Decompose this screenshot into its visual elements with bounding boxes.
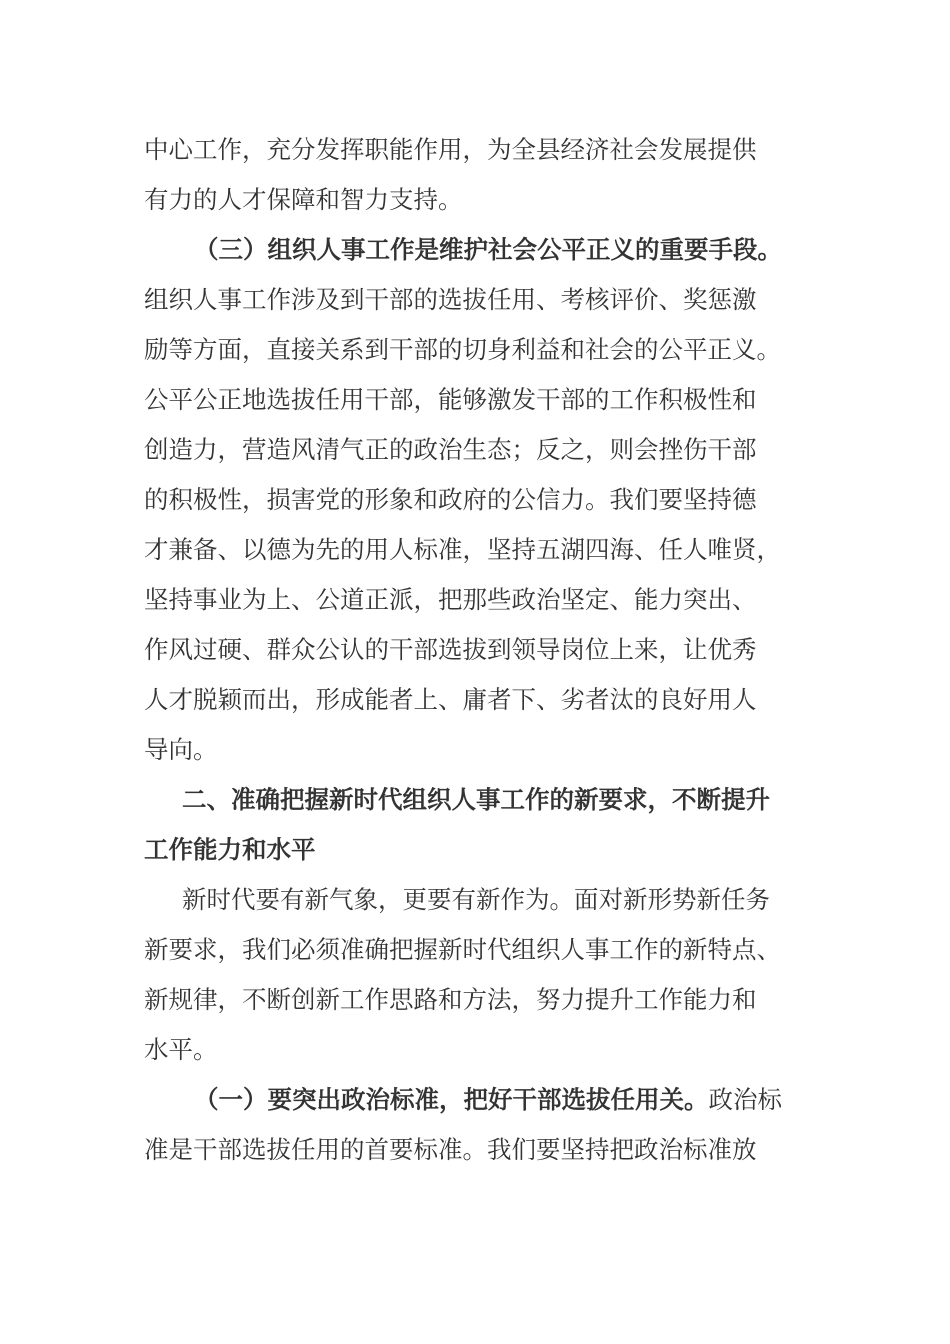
body-line: 有力的人才保障和智力支持。: [144, 185, 463, 214]
body-line: 新规律，不断创新工作思路和方法，努力提升工作能力和: [144, 985, 757, 1014]
document-page: [144, 125, 808, 1175]
section-heading-continued: 工作能力和水平: [144, 835, 316, 864]
body-line: 导向。: [144, 735, 218, 764]
body-line: 作风过硬、群众公认的干部选拔到领导岗位上来，让优秀: [144, 635, 757, 664]
body-line: 坚持事业为上、公道正派，把那些政治坚定、能力突出、: [144, 585, 757, 614]
body-line: 公平公正地选拔任用干部，能够激发干部的工作积极性和: [144, 385, 757, 414]
body-line: 创造力，营造风清气正的政治生态；反之，则会挫伤干部: [144, 435, 757, 464]
body-line: 励等方面，直接关系到干部的切身利益和社会的公平正义。: [144, 335, 781, 364]
subsection-heading: （一）要突出政治标准，把好干部选拔任用关。: [194, 1085, 709, 1114]
body-line: 中心工作，充分发挥职能作用，为全县经济社会发展提供: [144, 135, 757, 164]
body-line: 准是干部选拔任用的首要标准。我们要坚持把政治标准放: [144, 1135, 757, 1164]
paragraph-first-line: 新时代要有新气象，更要有新作为。面对新形势新任务: [182, 885, 770, 914]
subsection-text: 政治标: [708, 1085, 782, 1114]
body-line: 的积极性，损害党的形象和政府的公信力。我们要坚持德: [144, 485, 757, 514]
body-line: 才兼备、以德为先的用人标准，坚持五湖四海、任人唯贤，: [144, 535, 781, 564]
body-line: 水平。: [144, 1035, 218, 1064]
subsection-heading: （三）组织人事工作是维护社会公平正义的重要手段。: [194, 235, 782, 264]
subsection-line: [144, 1075, 808, 1125]
section-heading: 二、准确把握新时代组织人事工作的新要求，不断提升: [182, 785, 770, 814]
body-line: 组织人事工作涉及到干部的选拔任用、考核评价、奖惩激: [144, 285, 757, 314]
body-line: 人才脱颖而出，形成能者上、庸者下、劣者汰的良好用人: [144, 685, 757, 714]
body-line: 新要求，我们必须准确把握新时代组织人事工作的新特点、: [144, 935, 781, 964]
